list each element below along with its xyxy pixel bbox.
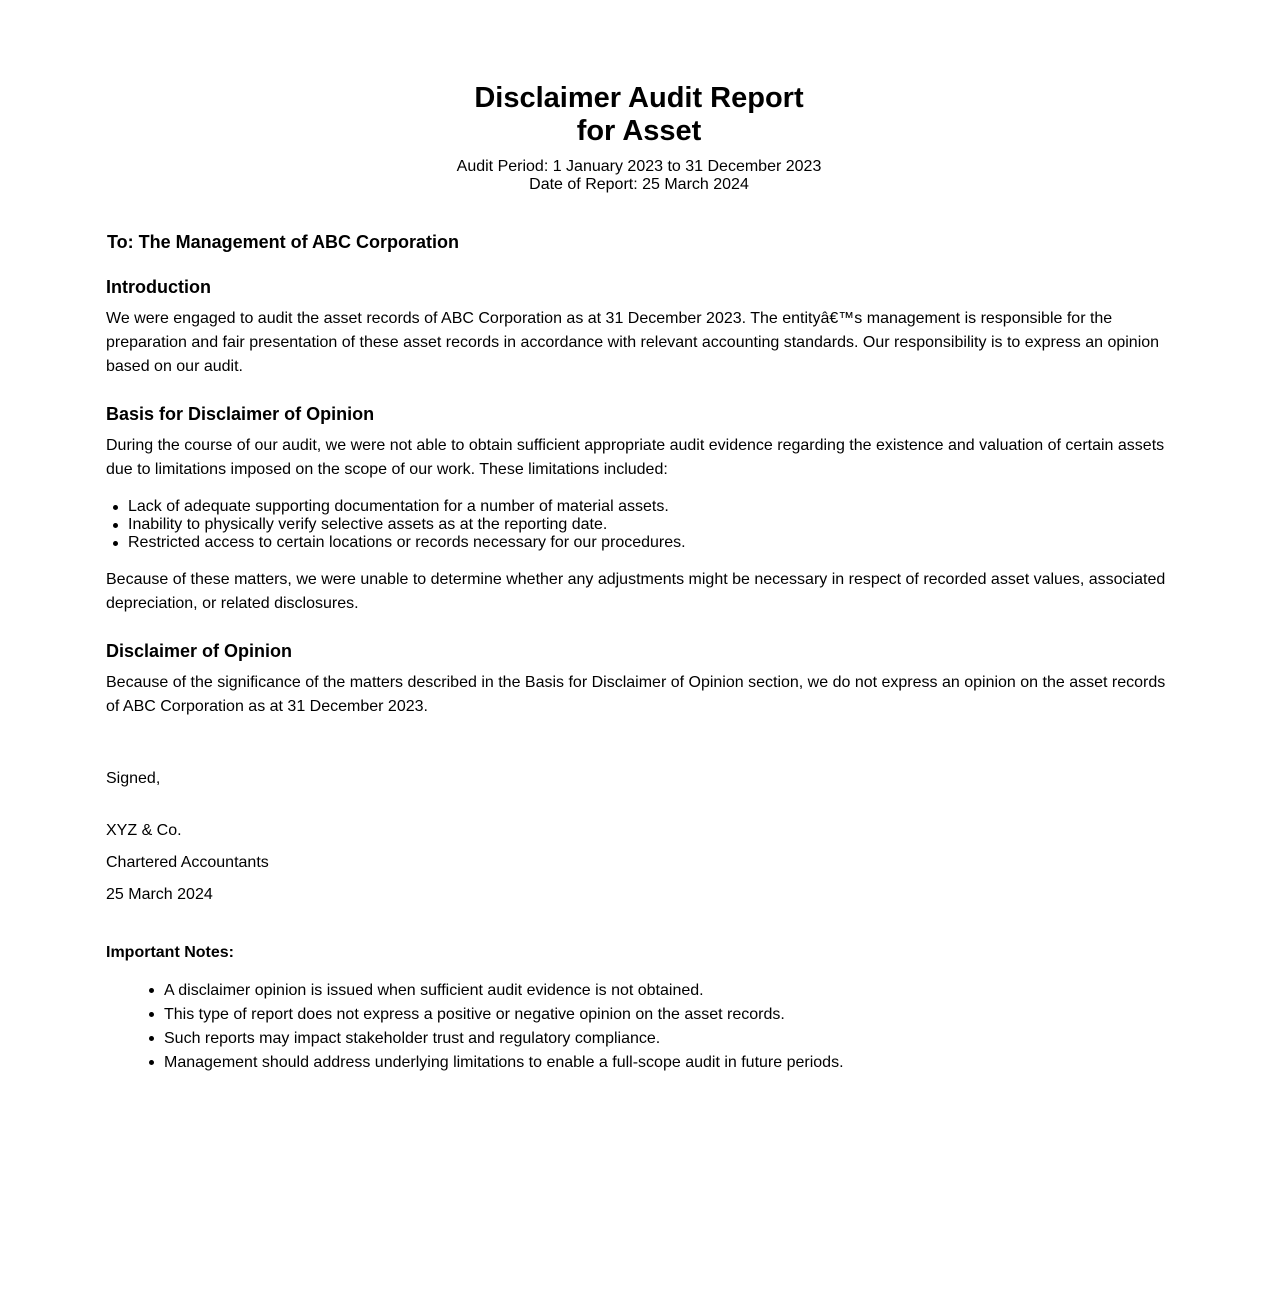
list-item: Lack of adequate supporting documentation for a number of material assets. [106, 498, 686, 516]
basis-conclusion-paragraph: Because of these matters, we were unable to determine whether any adjustments might be necessary in respect of recorded asset values, associated depreciation, or related disclosures. [106, 571, 1166, 612]
report-title-line-1: Disclaimer Audit Report [474, 82, 804, 114]
list-item: Management should address underlying limitations to enable a full-scope audit in future periods. [106, 1051, 844, 1075]
signed-label: Signed, [106, 770, 161, 787]
report-title [106, 82, 1172, 148]
audit-period: Audit Period: 1 January 2023 to 31 December 2023 [456, 158, 822, 175]
disclaimer-paragraph: Because of the significance of the matters described in the Basis for Disclaimer of Opinion section, we do not express an opinion on the asset records of ABC Corporation as at 31 December 2023. [106, 674, 1166, 715]
basis-heading: Basis for Disclaimer of Opinion [106, 404, 375, 424]
addressee-heading: To: The Management of ABC Corporation [107, 232, 459, 252]
report-title-line-2: for Asset [576, 115, 702, 147]
list-item: Inability to physically verify selective assets as at the reporting date. [106, 516, 686, 534]
firm-designation: Chartered Accountants [106, 854, 269, 871]
list-item: A disclaimer opinion is issued when sufficient audit evidence is not obtained. [106, 979, 844, 1003]
important-notes-heading: Important Notes: [106, 944, 234, 961]
signature-date: 25 March 2024 [106, 886, 213, 903]
important-notes-list [106, 979, 844, 1075]
list-item: Such reports may impact stakeholder trust and regulatory compliance. [106, 1027, 844, 1051]
disclaimer-heading: Disclaimer of Opinion [106, 641, 293, 661]
introduction-heading: Introduction [106, 277, 211, 297]
basis-paragraph: During the course of our audit, we were not able to obtain sufficient appropriate audit evidence regarding the existence and valuation of certain assets due to limitations imposed on the scope of our work. These limitations included: [106, 437, 1165, 478]
report-meta [106, 158, 1172, 194]
list-item: Restricted access to certain locations or records necessary for our procedures. [106, 534, 686, 552]
report-date: Date of Report: 25 March 2024 [529, 176, 749, 193]
limitations-list [106, 498, 686, 552]
list-item: This type of report does not express a positive or negative opinion on the asset records. [106, 1003, 844, 1027]
firm-name: XYZ & Co. [106, 822, 182, 839]
introduction-paragraph: We were engaged to audit the asset records of ABC Corporation as at 31 December 2023. The entityâ€™s management is responsible for the preparation and fair presentation of these asset records in accordance with relevant accounting standards. Our responsibility is to express an opinion based on our audit. [106, 310, 1160, 375]
report-header [106, 82, 1172, 194]
